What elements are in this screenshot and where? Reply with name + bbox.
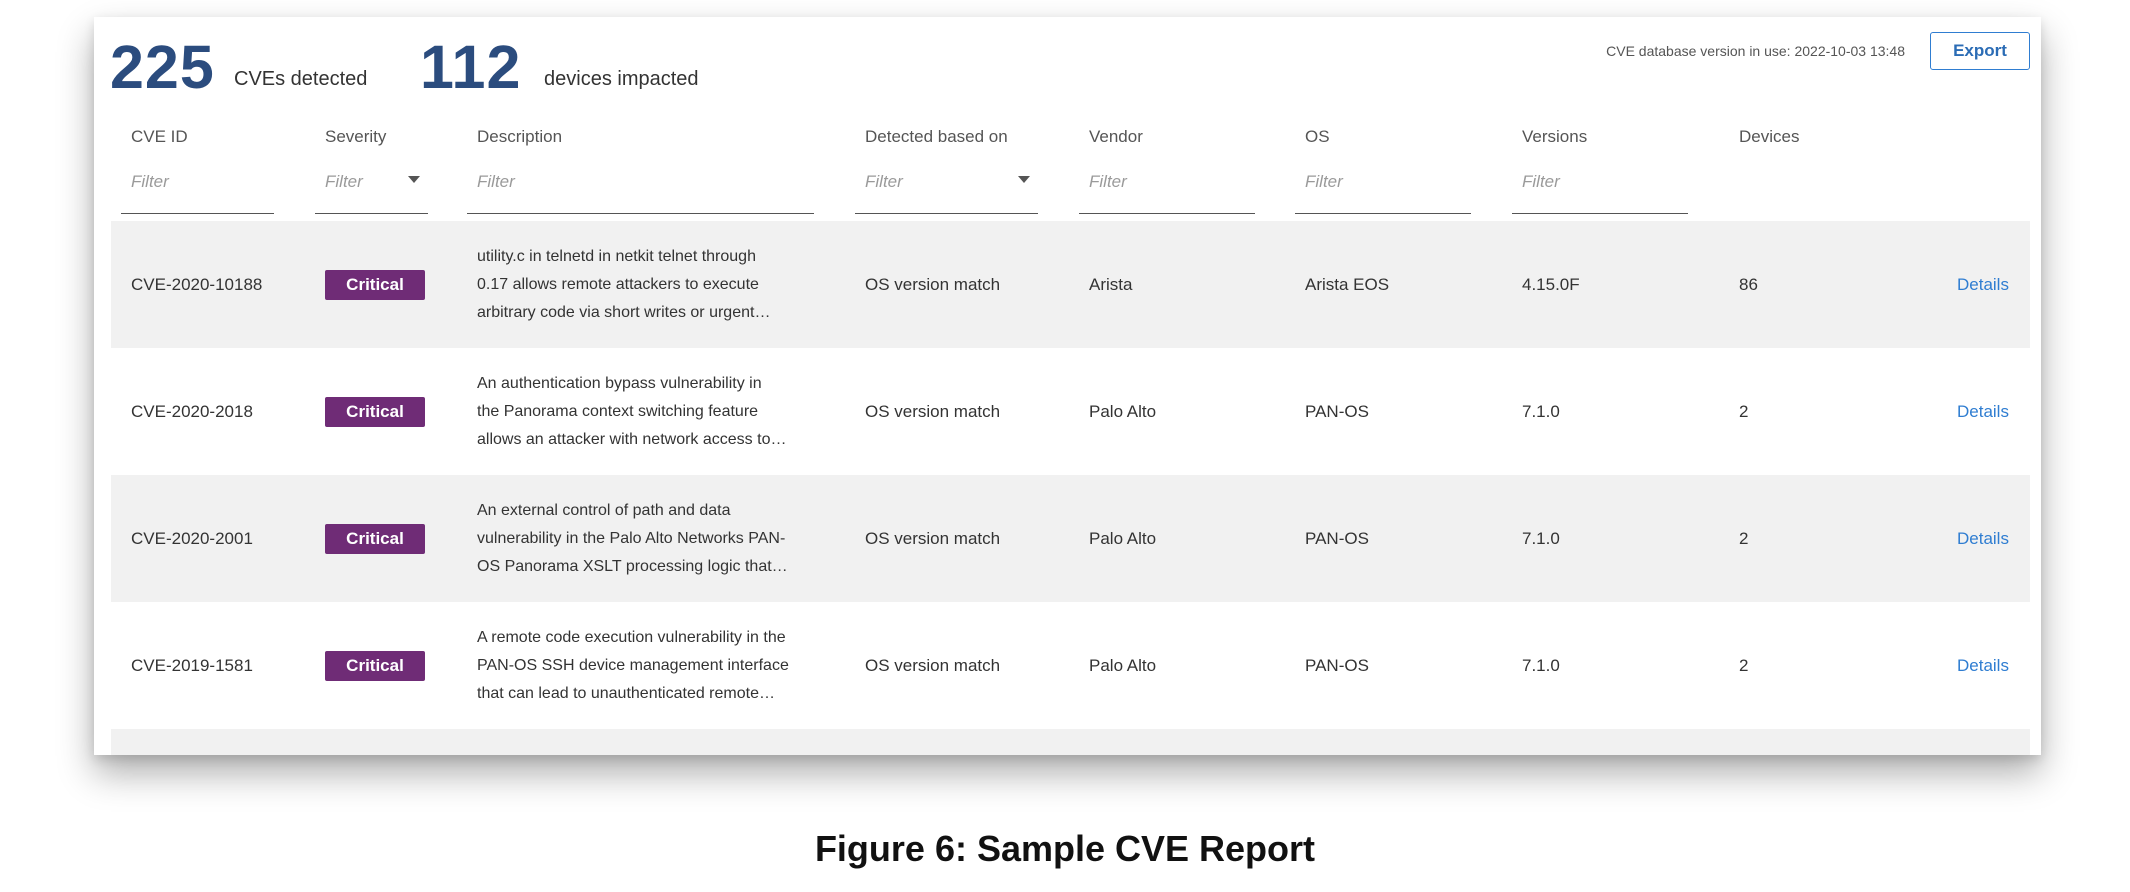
vendor: Palo Alto — [1089, 655, 1157, 675]
col-header-detected[interactable]: Detected based on — [865, 127, 1008, 146]
description-line: An external control of path and data — [477, 501, 731, 519]
filter-os — [1295, 167, 1471, 214]
description-line: 0.17 allows remote attackers to execute — [477, 275, 759, 293]
filter-versions — [1512, 167, 1688, 214]
description-text — [477, 370, 827, 454]
versions: 7.1.0 — [1522, 655, 1560, 675]
table-row-partial[interactable] — [111, 729, 2030, 755]
description-line: arbitrary code via short writes or urgent… — [477, 303, 771, 321]
filter-severity — [315, 167, 428, 214]
description-cell — [477, 475, 827, 602]
col-header-cve-id[interactable]: CVE ID — [131, 127, 188, 146]
description-text — [477, 497, 827, 581]
devices-label: devices impacted — [544, 68, 699, 90]
versions: 7.1.0 — [1522, 401, 1560, 421]
filter-description-input[interactable] — [467, 167, 814, 197]
filter-vendor-input[interactable] — [1079, 167, 1255, 197]
description-line: the Panorama context switching feature — [477, 402, 759, 420]
devices-count: 112 — [420, 33, 522, 101]
col-header-devices[interactable]: Devices — [1739, 127, 1800, 146]
devices-count-cell: 86 — [1739, 274, 1758, 294]
description-cell — [477, 221, 827, 348]
table-row[interactable] — [111, 475, 2030, 602]
chevron-down-icon[interactable] — [1018, 176, 1030, 183]
detected-based-on: OS version match — [865, 274, 1001, 294]
col-header-severity[interactable]: Severity — [325, 127, 387, 146]
vendor: Palo Alto — [1089, 401, 1157, 421]
details-link[interactable]: Details — [1957, 528, 2009, 548]
description-line: allows an attacker with network access to… — [477, 430, 787, 448]
description-text — [477, 624, 827, 708]
cve-report-panel — [94, 17, 2041, 755]
filter-detected-input[interactable] — [855, 167, 1038, 197]
table-row[interactable] — [111, 221, 2030, 348]
cves-count: 225 — [110, 33, 215, 101]
chevron-down-icon[interactable] — [408, 176, 420, 183]
description-line: An authentication bypass vulnerability in — [477, 374, 762, 392]
versions: 7.1.0 — [1522, 528, 1560, 548]
description-line: A remote code execution vulnerability in the — [477, 628, 786, 646]
filter-description — [467, 167, 814, 214]
description-text — [477, 243, 827, 327]
db-version-text: CVE database version in use: 2022-10-03 13:48 — [1606, 43, 1905, 59]
severity-cell — [325, 475, 425, 602]
table-row[interactable] — [111, 602, 2030, 729]
filter-vendor — [1079, 167, 1255, 214]
description-cell — [477, 348, 827, 475]
description-cell — [477, 602, 827, 729]
filter-detected — [855, 167, 1038, 214]
detected-based-on: OS version match — [865, 528, 1001, 548]
severity-cell — [325, 348, 425, 475]
description-line: that can lead to unauthenticated remote… — [477, 684, 775, 702]
cve-id: CVE-2020-2018 — [131, 401, 253, 421]
cves-label: CVEs detected — [234, 68, 368, 90]
cve-id: CVE-2020-2001 — [131, 528, 253, 548]
filter-versions-input[interactable] — [1512, 167, 1688, 197]
severity-cell — [325, 221, 425, 348]
detected-based-on: OS version match — [865, 655, 1001, 675]
severity-badge: Critical — [325, 397, 425, 427]
filter-os-input[interactable] — [1295, 167, 1471, 197]
details-link[interactable]: Details — [1957, 274, 2009, 294]
cve-id: CVE-2020-10188 — [131, 274, 263, 294]
details-link[interactable]: Details — [1957, 401, 2009, 421]
col-header-description[interactable]: Description — [477, 127, 563, 146]
os: PAN-OS — [1305, 401, 1369, 421]
os: PAN-OS — [1305, 655, 1369, 675]
devices-count-cell: 2 — [1739, 655, 1749, 675]
cve-id: CVE-2019-1581 — [131, 655, 253, 675]
details-link[interactable]: Details — [1957, 655, 2009, 675]
os: PAN-OS — [1305, 528, 1369, 548]
severity-badge: Critical — [325, 524, 425, 554]
description-line: vulnerability in the Palo Alto Networks PAN- — [477, 529, 786, 547]
export-button[interactable]: Export — [1930, 32, 2030, 70]
versions: 4.15.0F — [1522, 274, 1580, 294]
col-header-versions[interactable]: Versions — [1522, 127, 1588, 146]
os: Arista EOS — [1305, 274, 1390, 294]
description-line: utility.c in telnetd in netkit telnet through — [477, 247, 756, 265]
vendor: Arista — [1089, 274, 1133, 294]
filter-cve-id-input[interactable] — [121, 167, 274, 197]
col-header-vendor[interactable]: Vendor — [1089, 127, 1143, 146]
description-line: PAN-OS SSH device management interface — [477, 656, 789, 674]
table-row[interactable] — [111, 348, 2030, 475]
detected-based-on: OS version match — [865, 401, 1001, 421]
devices-count-cell: 2 — [1739, 528, 1749, 548]
filter-cve-id — [121, 167, 274, 214]
severity-cell — [325, 602, 425, 729]
figure-caption: Figure 6: Sample CVE Report — [814, 828, 1316, 869]
devices-count-cell: 2 — [1739, 401, 1749, 421]
description-line: OS Panorama XSLT processing logic that… — [477, 557, 788, 575]
severity-badge: Critical — [325, 270, 425, 300]
severity-badge: Critical — [325, 651, 425, 681]
vendor: Palo Alto — [1089, 528, 1157, 548]
col-header-os[interactable]: OS — [1305, 127, 1330, 146]
